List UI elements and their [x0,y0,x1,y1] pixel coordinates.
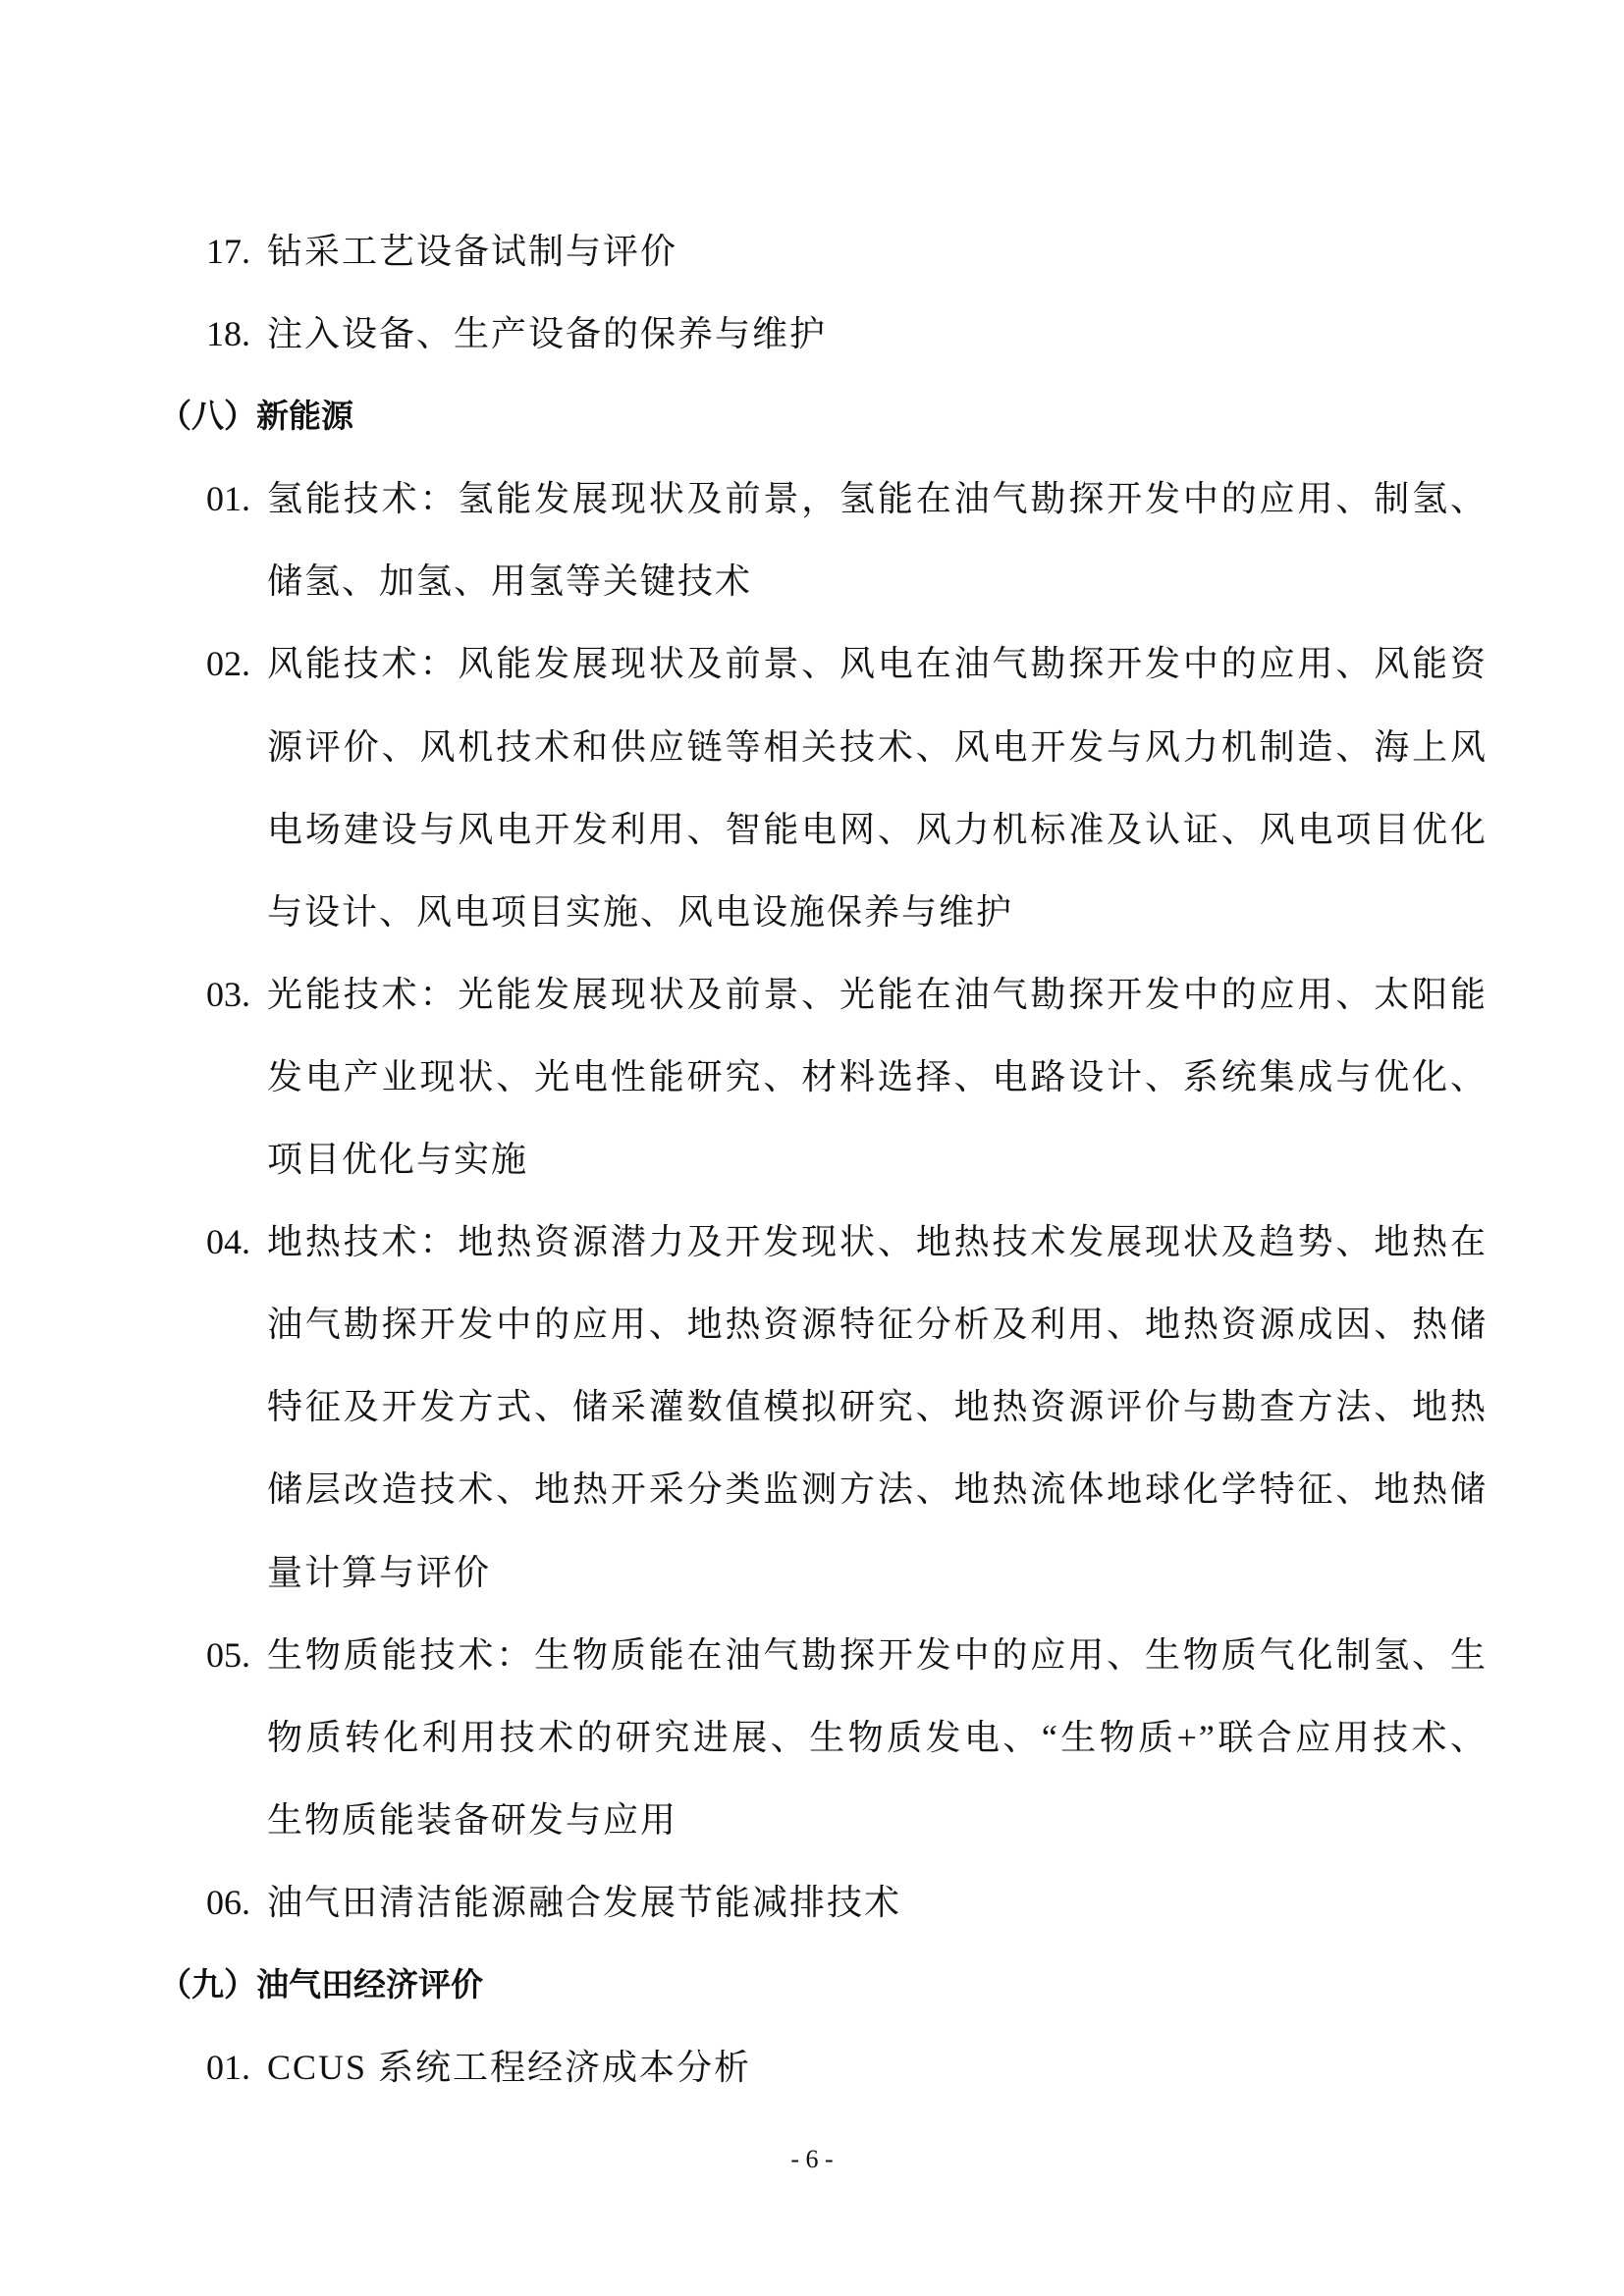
page-number: - 6 - [790,2145,834,2173]
item-number: 01. [206,479,250,519]
section-heading [0,1944,1624,2026]
list-item-line [0,1365,1624,1448]
item-text: 注入设备、生产设备的保养与维护 [267,314,828,354]
list-item-line [0,1531,1624,1614]
item-text: 生物质能技术：生物质能在油气勘探开发中的应用、生物质气化制氢、生 [267,1634,1488,1675]
item-text: 储氢、加氢、用氢等关键技术 [267,561,753,602]
item-number: 17. [206,232,250,271]
item-text: 项目优化与实施 [267,1140,529,1180]
item-text: 特征及开发方式、储采灌数值模拟研究、地热资源评价与勘查方法、地热 [267,1387,1488,1427]
list-item-line [0,1696,1624,1779]
list-item-line [0,1118,1624,1201]
list-item-line [0,871,1624,953]
list-item-line [0,293,1624,375]
list-item-line [0,540,1624,622]
section-heading [0,375,1624,457]
list-item-line [0,1201,1624,1283]
item-text: 光能技术：光能发展现状及前景、光能在油气勘探开发中的应用、太阳能 [267,974,1488,1014]
item-text: 源评价、风机技术和供应链等相关技术、风电开发与风力机制造、海上风 [267,726,1488,767]
section-heading-text: （九）油气田经济评价 [159,1965,483,2002]
item-text: 储层改造技术、地热开采分类监测方法、地热流体地球化学特征、地热储 [267,1469,1488,1510]
item-number: 02. [206,644,250,684]
list-item-line [0,1283,1624,1365]
item-text: 钻采工艺设备试制与评价 [267,232,678,271]
list-item-line [0,2026,1624,2109]
list-item-line [0,788,1624,871]
item-number: 04. [206,1222,250,1262]
document-body [0,210,1624,2109]
list-item-line [0,457,1624,540]
list-item-line [0,1861,1624,1944]
item-text: CCUS 系统工程经济成本分析 [267,2048,752,2088]
list-item-line [0,210,1624,293]
item-number: 01. [206,2048,250,2088]
item-number: 06. [206,1882,250,1922]
item-text: 电场建设与风电开发利用、智能电网、风力机标准及认证、风电项目优化 [267,809,1488,849]
list-item-line [0,1448,1624,1530]
item-number: 05. [206,1634,250,1675]
list-item-line [0,622,1624,705]
list-item-line [0,1614,1624,1696]
item-text: 量计算与评价 [267,1552,492,1592]
item-text: 风能技术：风能发展现状及前景、风电在油气勘探开发中的应用、风能资 [267,644,1488,684]
item-text: 油气勘探开发中的应用、地热资源特征分析及利用、地热资源成因、热储 [267,1305,1488,1345]
section-heading-text: （八）新能源 [159,398,353,435]
item-text: 地热技术：地热资源潜力及开发现状、地热技术发展现状及趋势、地热在 [267,1222,1488,1262]
item-text: 发电产业现状、光电性能研究、材料选择、电路设计、系统集成与优化、 [267,1056,1488,1096]
list-item-line [0,1036,1624,1118]
item-text: 与设计、风电项目实施、风电设施保养与维护 [267,891,1014,932]
item-text: 氢能技术：氢能发展现状及前景，氢能在油气勘探开发中的应用、制氢、 [267,479,1488,519]
item-text: 油气田清洁能源融合发展节能减排技术 [267,1882,902,1922]
item-text: 物质转化利用技术的研究进展、生物质发电、“生物质+”联合应用技术、 [267,1717,1488,1757]
list-item-line [0,953,1624,1036]
item-number: 18. [206,314,250,354]
item-text: 生物质能装备研发与应用 [267,1799,678,1840]
item-number: 03. [206,974,250,1014]
list-item-line [0,706,1624,788]
list-item-line [0,1779,1624,1861]
